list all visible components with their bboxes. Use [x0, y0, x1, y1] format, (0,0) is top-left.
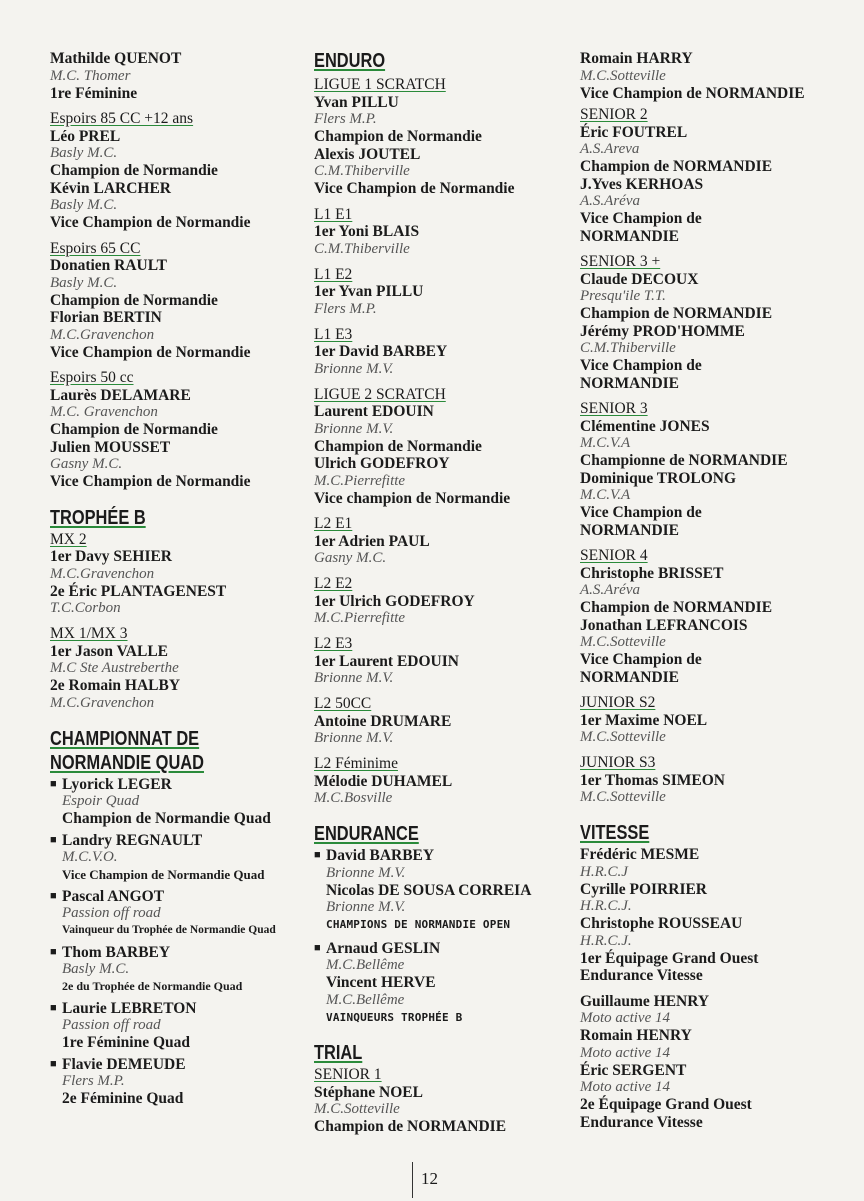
club-name: M.C.Sotteville: [580, 634, 666, 650]
category-label: SENIOR 3 +: [580, 253, 661, 270]
result-title: Endurance Vitesse: [580, 967, 703, 984]
column-1: [50, 50, 300, 1108]
athlete-name: Mathilde QUENOT: [50, 50, 182, 67]
result-title: Vice Champion de Normandie: [50, 343, 251, 361]
category-label: Espoirs 65 CC: [50, 239, 141, 257]
category-label: JUNIOR S3: [580, 754, 656, 771]
club-name: C.M.Thiberville: [314, 163, 410, 179]
athlete-name: Laurie LEBRETON: [62, 999, 197, 1017]
club-name: Basly M.C.: [50, 145, 118, 161]
athlete-rank: 1er Laurent EDOUIN: [314, 652, 459, 670]
club-name: Basly M.C.: [50, 197, 118, 213]
club-name: M.C. Gravenchon: [50, 404, 158, 420]
result-title: Vice Champion de: [580, 651, 702, 668]
club-name: Basly M.C.: [50, 274, 118, 291]
club-name: Brionne M.V.: [326, 864, 406, 881]
athlete-name: Cyrille POIRRIER: [580, 880, 708, 898]
athlete-rank: 2e Romain HALBY: [50, 677, 181, 694]
result-title: Champion de Normandie: [50, 421, 218, 438]
result-title: Champion de NORMANDIE: [314, 1118, 507, 1135]
category-label: SENIOR 3: [580, 400, 648, 417]
club-name: M.C.Gravenchon: [50, 694, 155, 711]
category-label: Espoirs 85 CC +12 ans: [50, 110, 194, 127]
athlete-name: Ulrich GODEFROY: [314, 455, 450, 472]
club-name: M.C.Pierrefitte: [314, 610, 406, 626]
club-name: A.S.Aréva: [580, 582, 640, 598]
category-label: L2 Féminime: [314, 755, 398, 772]
athlete-rank: 1er Adrien PAUL: [314, 532, 430, 550]
athlete-rank: 1er Maxime NOEL: [580, 711, 708, 729]
bullet-square-icon: ■: [314, 849, 321, 861]
athlete-rank: 1er Thomas SIMEON: [580, 771, 725, 789]
athlete-name: David BARBEY: [326, 847, 435, 864]
result-title: 2e Féminine Quad: [62, 1090, 184, 1107]
club-name: M.C.V.A: [580, 435, 631, 451]
section-heading: ENDURO: [314, 50, 386, 72]
section-heading: CHAMPIONNAT DE: [50, 727, 200, 750]
list-item: [314, 940, 574, 1027]
athlete-rank: 1er Davy SEHIER: [50, 548, 173, 565]
club-name: M.C.Gravenchon: [50, 326, 155, 343]
bullet-square-icon: ■: [50, 945, 57, 958]
athlete-name: Romain HENRY: [580, 1027, 692, 1044]
list-item: [314, 847, 574, 934]
club-name: M.C.Bosville: [314, 790, 393, 806]
club-name: Gasny M.C.: [314, 550, 387, 566]
result-title: Vice Champion de: [580, 504, 702, 521]
club-name: M.C.Bellême: [326, 991, 405, 1008]
club-name: H.R.C.J: [580, 863, 628, 880]
athlete-name: Dominique TROLONG: [580, 469, 737, 487]
result-title: 1er Équipage Grand Ouest: [580, 949, 759, 967]
section-heading: ENDURANCE: [314, 823, 419, 845]
result-title: NORMANDIE: [580, 668, 680, 686]
club-name: C.M.Thiberville: [314, 240, 410, 257]
column-3: [580, 50, 850, 1131]
category-label: L1 E3: [314, 325, 353, 343]
section-heading: TRIAL: [314, 1042, 363, 1064]
club-name: M.C.Pierrefitte: [314, 472, 406, 489]
athlete-name: Laurent EDOUIN: [314, 403, 434, 420]
athlete-name: Donatien RAULT: [50, 257, 167, 274]
bullet-square-icon: ■: [50, 1057, 57, 1070]
athlete-rank: 1er Ulrich GODEFROY: [314, 592, 475, 610]
athlete-name: J.Yves KERHOAS: [580, 175, 704, 193]
result-title: Champion de Normandie Quad: [62, 810, 271, 827]
category-label: L2 50CC: [314, 695, 372, 712]
result-title: NORMANDIE: [580, 521, 680, 539]
bullet-square-icon: ■: [50, 777, 57, 790]
club-name: M.C.Gravenchon: [50, 565, 155, 582]
athlete-name: Christophe BRISSET: [580, 564, 724, 582]
result-title: Vice Champion de Normandie: [50, 473, 251, 490]
club-name: H.R.C.J.: [580, 932, 632, 949]
result-title: NORMANDIE: [580, 227, 680, 245]
athlete-name: Jérémy PROD'HOMME: [580, 322, 745, 340]
club-name: Brionne M.V.: [326, 899, 406, 915]
result-title: Champion de Normandie: [50, 291, 218, 309]
athlete-name: Flavie DEMEUDE: [62, 1055, 186, 1073]
section-heading: TROPHÉE B: [50, 506, 146, 529]
section-heading: VITESSE: [580, 822, 650, 844]
athlete-name: Lyorick LEGER: [62, 775, 172, 793]
result-title: Vice Champion de Normandie Quad: [62, 867, 265, 882]
club-name: C.M.Thiberville: [580, 340, 676, 356]
club-name: Passion off road: [62, 1017, 161, 1033]
result-title: 2e Équipage Grand Ouest: [580, 1096, 752, 1113]
list-item: [50, 944, 300, 996]
club-name: Brionne M.V.: [314, 670, 394, 686]
category-label: L1 E1: [314, 205, 353, 223]
athlete-name: Antoine DRUMARE: [314, 712, 452, 730]
category-label: MX 2: [50, 530, 87, 548]
result-title: 2e du Trophée de Normandie Quad: [62, 979, 243, 993]
club-name: M.C.V.O.: [62, 849, 118, 865]
athlete-name: Jonathan LEFRANCOIS: [580, 616, 748, 634]
result-title: Vice champion de Normandie: [314, 489, 511, 507]
result-title: Vice Champion de: [580, 357, 702, 374]
athlete-name: Éric SERGENT: [580, 1061, 687, 1079]
bullet-square-icon: ■: [314, 941, 321, 954]
category-label: SENIOR 4: [580, 547, 648, 564]
athlete-name: Julien MOUSSET: [50, 438, 171, 456]
result-title: Championne de NORMANDIE: [580, 452, 788, 469]
club-name: M.C.V.A: [580, 487, 631, 503]
list-item: [50, 1000, 300, 1052]
result-title: Endurance Vitesse: [580, 1113, 703, 1131]
athlete-name: Christophe ROUSSEAU: [580, 915, 743, 932]
bullet-square-icon: ■: [50, 889, 57, 902]
category-label: L2 E2: [314, 575, 353, 592]
athlete-name: Landry REGNAULT: [62, 831, 203, 849]
athlete-rank: 1er Yoni BLAIS: [314, 223, 420, 240]
athlete-name: Florian BERTIN: [50, 309, 162, 326]
result-title: 1re Féminine Quad: [62, 1034, 191, 1051]
club-name: M.C. Thomer: [50, 67, 131, 84]
athlete-name: Stéphane NOEL: [314, 1083, 423, 1101]
club-name: Espoir Quad: [62, 793, 140, 809]
athlete-name: Frédéric MESME: [580, 846, 700, 863]
athlete-rank: 1er David BARBEY: [314, 343, 448, 360]
club-name: Brionne M.V.: [314, 730, 394, 746]
result-title: Champion de Normandie: [50, 162, 218, 179]
club-name: T.C.Corbon: [50, 600, 121, 616]
bullet-square-icon: ■: [50, 1001, 57, 1014]
list-item: [50, 832, 300, 884]
result-title: 1re Féminine: [50, 84, 138, 102]
athlete-name: Thom BARBEY: [62, 943, 171, 961]
category-label: SENIOR 1: [314, 1066, 382, 1083]
category-label: L2 E3: [314, 635, 353, 652]
category-label: SENIOR 2: [580, 106, 648, 123]
result-title: Vice Champion de Normandie: [314, 180, 515, 197]
club-name: Flers M.P.: [314, 111, 377, 127]
athlete-name: Vincent HERVE: [326, 974, 436, 991]
list-item: [50, 888, 300, 940]
athlete-rank: 1er Jason VALLE: [50, 642, 169, 660]
result-title: Champion de Normandie: [314, 128, 482, 145]
spacer: [580, 985, 850, 993]
category-label: MX 1/MX 3: [50, 625, 128, 642]
athlete-name: Laurès DELAMARE: [50, 386, 191, 404]
club-name: Passion off road: [62, 905, 161, 921]
club-name: M.C.Sotteville: [580, 67, 666, 84]
page-number: 12: [412, 1162, 438, 1198]
category-label: LIGUE 2 SCRATCH: [314, 385, 446, 403]
club-name: Presqu'ile T.T.: [580, 288, 666, 304]
athlete-name: Romain HARRY: [580, 50, 693, 67]
result-title: VAINQUEURS TROPHÉE B: [326, 1010, 463, 1024]
category-label: L2 E1: [314, 515, 353, 532]
result-title: Champion de Normandie: [314, 437, 482, 455]
athlete-name: Clémentine JONES: [580, 417, 710, 435]
result-title: Vice Champion de NORMANDIE: [580, 84, 805, 102]
club-name: Gasny M.C.: [50, 456, 123, 472]
club-name: M.C.Bellême: [326, 957, 405, 973]
result-title: Champion de NORMANDIE: [580, 305, 773, 322]
club-name: Moto active 14: [580, 1044, 670, 1061]
result-title: CHAMPIONS DE NORMANDIE OPEN: [326, 918, 511, 931]
athlete-rank: 2e Éric PLANTAGENEST: [50, 582, 227, 600]
category-label: JUNIOR S2: [580, 694, 656, 711]
club-name: M.C.Sotteville: [314, 1101, 400, 1117]
category-label: L1 E2: [314, 265, 353, 283]
list-item: [50, 776, 300, 828]
athlete-name: Alexis JOUTEL: [314, 145, 421, 163]
category-label: Espoirs 50 cc: [50, 369, 134, 386]
club-name: M.C Ste Austreberthe: [50, 660, 179, 676]
result-title: NORMANDIE: [580, 374, 680, 392]
section-heading: NORMANDIE QUAD: [50, 751, 204, 774]
athlete-name: Yvan PILLU: [314, 93, 399, 111]
athlete-name: Arnaud GESLIN: [326, 939, 441, 957]
club-name: M.C.Sotteville: [580, 729, 666, 745]
result-title: Vainqueur du Trophée de Normandie Quad: [62, 924, 276, 936]
athlete-name: Pascal ANGOT: [62, 887, 165, 905]
athlete-name: Guillaume HENRY: [580, 992, 710, 1010]
result-title: Champion de NORMANDIE: [580, 599, 773, 616]
athlete-name: Kévin LARCHER: [50, 179, 171, 197]
club-name: M.C.Sotteville: [580, 789, 666, 805]
category-label: LIGUE 1 SCRATCH: [314, 76, 446, 93]
club-name: Flers M.P.: [62, 1073, 125, 1089]
athlete-name: Léo PREL: [50, 127, 121, 145]
club-name: Moto active 14: [580, 1079, 670, 1095]
club-name: H.R.C.J.: [580, 898, 632, 914]
result-title: Vice Champion de Normandie: [50, 214, 251, 231]
athlete-name: Nicolas DE SOUSA CORREIA: [326, 881, 532, 899]
athlete-name: Éric FOUTREL: [580, 123, 688, 141]
club-name: A.S.Aréva: [580, 193, 640, 209]
bullet-square-icon: ■: [50, 833, 57, 846]
club-name: Brionne M.V.: [314, 360, 394, 377]
athlete-name: Mélodie DUHAMEL: [314, 772, 453, 790]
club-name: Moto active 14: [580, 1010, 670, 1026]
athlete-name: Claude DECOUX: [580, 270, 699, 288]
club-name: Brionne M.V.: [314, 420, 394, 437]
list-item: [50, 1056, 300, 1108]
column-2: [314, 50, 574, 1136]
result-title: Vice Champion de: [580, 210, 702, 227]
club-name: Flers M.P.: [314, 300, 377, 317]
club-name: A.S.Areva: [580, 141, 640, 157]
club-name: Basly M.C.: [62, 961, 130, 977]
athlete-rank: 1er Yvan PILLU: [314, 283, 424, 300]
result-title: Champion de NORMANDIE: [580, 158, 773, 175]
